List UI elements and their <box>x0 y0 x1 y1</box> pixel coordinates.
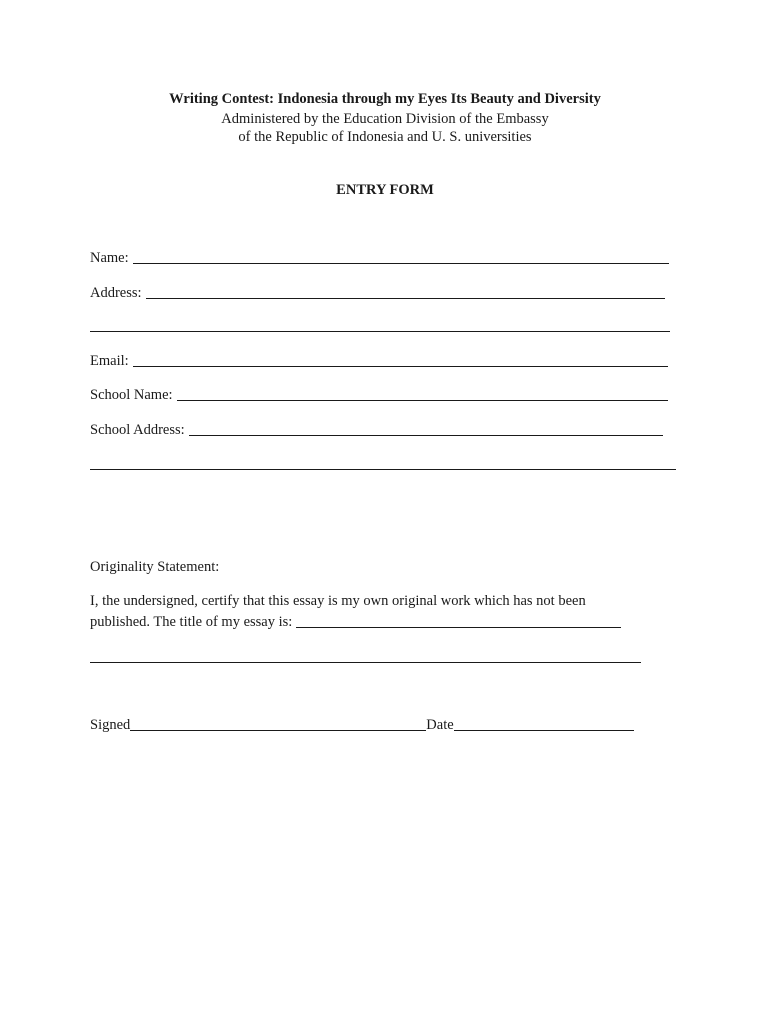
date-input-line[interactable] <box>454 729 634 731</box>
email-label: Email: <box>90 353 129 369</box>
signature-input-line[interactable] <box>130 729 426 731</box>
name-label: Name: <box>90 250 129 266</box>
email-field[interactable] <box>90 353 668 370</box>
address-label: Address: <box>90 285 142 301</box>
essay-title-continuation-line[interactable] <box>90 662 641 663</box>
address-continuation-line[interactable] <box>90 331 670 332</box>
administered-by-line-2: of the Republic of Indonesia and U. S. universities <box>238 129 532 145</box>
school-address-input-line[interactable] <box>189 434 663 436</box>
date-label: Date <box>426 717 454 733</box>
contest-title: Writing Contest: Indonesia through my Eyes Its Beauty and Diversity <box>169 91 601 107</box>
school-address-continuation-line[interactable] <box>90 469 676 470</box>
signature-row[interactable] <box>90 717 634 734</box>
name-field[interactable] <box>90 250 669 267</box>
essay-title-input-line[interactable] <box>296 626 621 628</box>
statement-line-1: I, the undersigned, certify that this essay is my own original work which has not been <box>90 593 586 609</box>
administered-by-line: Administered by the Education Division of the Embassy <box>221 111 549 127</box>
statement-line-2: published. The title of my essay is: <box>90 614 293 630</box>
school-address-field[interactable] <box>90 422 663 439</box>
signed-label: Signed <box>90 717 131 733</box>
address-input-line[interactable] <box>146 297 665 299</box>
entry-form-heading: ENTRY FORM <box>336 182 434 198</box>
school-name-label: School Name: <box>90 387 173 403</box>
name-input-line[interactable] <box>133 262 669 264</box>
originality-statement-heading: Originality Statement: <box>90 559 220 575</box>
essay-title-field[interactable] <box>90 614 621 631</box>
address-field[interactable] <box>90 285 665 302</box>
school-name-field[interactable] <box>90 387 668 404</box>
email-input-line[interactable] <box>133 365 668 367</box>
school-name-input-line[interactable] <box>177 399 668 401</box>
school-address-label: School Address: <box>90 422 185 438</box>
